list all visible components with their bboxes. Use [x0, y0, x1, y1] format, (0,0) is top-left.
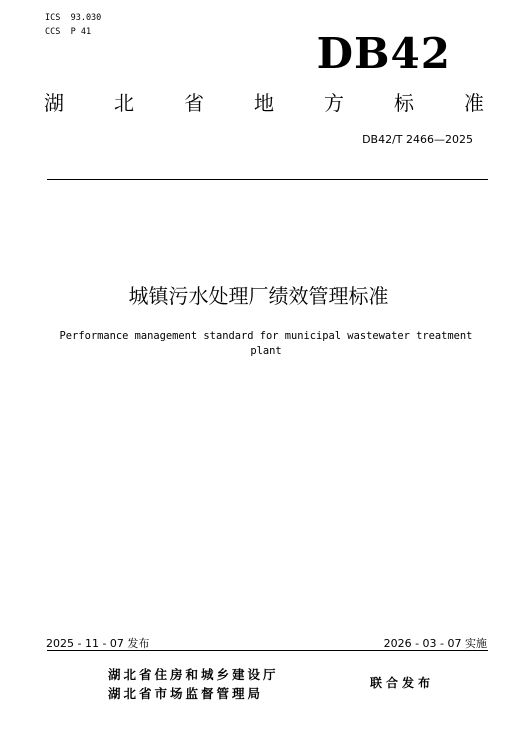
standard-type-char: 准	[464, 91, 484, 115]
standard-type-char: 省	[184, 91, 204, 115]
issuer-market-regulation-bureau: 湖北省市场监督管理局	[108, 686, 264, 701]
joint-release-label: 联合发布	[370, 676, 435, 690]
top-divider	[47, 179, 488, 180]
standard-type-char: 湖	[44, 91, 64, 115]
bottom-divider	[47, 650, 488, 651]
title-chinese: 城镇污水处理厂绩效管理标准	[128, 284, 389, 308]
issue-date: 2025 - 11 - 07 发布	[46, 637, 150, 650]
ccs-code: CCS P 41	[45, 27, 92, 37]
standard-type-char: 标	[394, 91, 414, 115]
issuer-housing-department: 湖北省住房和城乡建设厅	[108, 667, 279, 682]
db42-logo: DB42	[316, 29, 451, 78]
classification-codes	[45, 11, 101, 39]
standard-number: DB42/T 2466—2025	[362, 133, 473, 146]
ics-code: ICS 93.030	[45, 13, 102, 23]
standard-type-char: 地	[254, 91, 274, 115]
title-english: Performance management standard for municipal wastewater treatment plant	[59, 330, 473, 357]
implementation-date: 2026 - 03 - 07 实施	[383, 637, 487, 650]
standard-type-char: 北	[114, 91, 134, 115]
standard-type-char: 方	[324, 91, 344, 115]
standard-type	[44, 90, 484, 116]
